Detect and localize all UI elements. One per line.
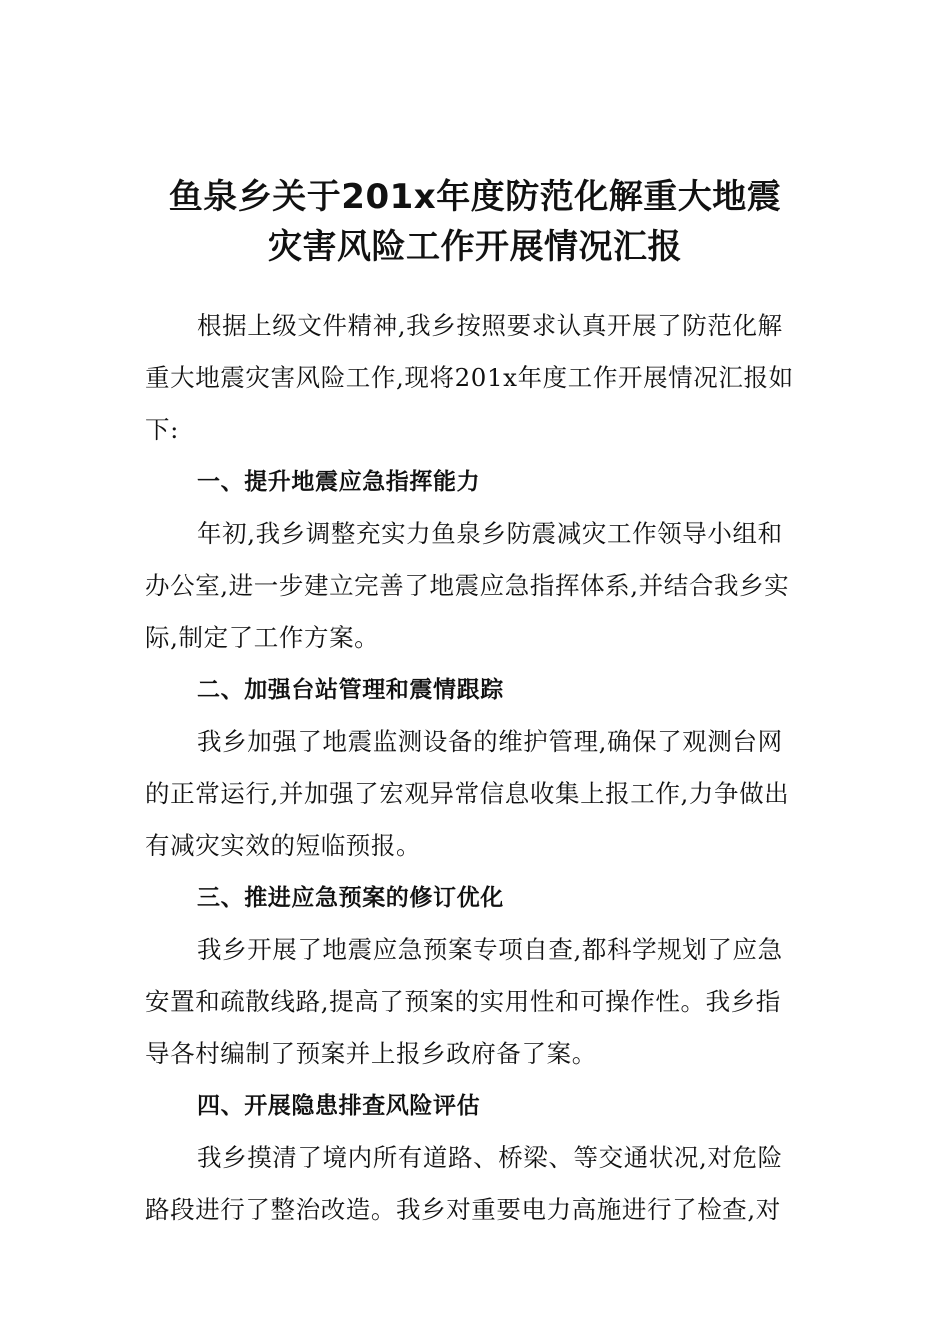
document-body <box>145 300 805 1236</box>
section-paragraph-4: 我乡摸清了境内所有道路、桥梁、等交通状况,对危险路段进行了整治改造。我乡对重要电力高施进行了检查,对 <box>145 1143 783 1224</box>
section-heading-4: 四、开展隐患排查风险评估 <box>197 1093 481 1119</box>
section-heading-2: 二、加强台站管理和震情跟踪 <box>197 677 504 703</box>
section-paragraph-3: 我乡开展了地震应急预案专项自查,都科学规划了应急安置和疏散线路,提高了预案的实用性和可操作性。我乡指导各村编制了预案并上报乡政府备了案。 <box>145 935 783 1068</box>
intro-paragraph: 根据上级文件精神,我乡按照要求认真开展了防范化解重大地震灾害风险工作,现将201x年度工作开展情况汇报如下: <box>145 311 794 444</box>
title-line-1: 鱼泉乡关于201x年度防范化解重大地震 <box>168 177 782 217</box>
title-line-2: 灾害风险工作开展情况汇报 <box>268 227 682 267</box>
section-paragraph-2: 我乡加强了地震监测设备的维护管理,确保了观测台网的正常运行,并加强了宏观异常信息收集上报工作,力争做出有减灾实效的短临预报。 <box>145 727 790 860</box>
section-heading-3: 三、推进应急预案的修订优化 <box>197 885 504 911</box>
section-heading-1: 一、提升地震应急指挥能力 <box>197 469 481 495</box>
document-title <box>130 172 820 272</box>
section-paragraph-1: 年初,我乡调整充实力鱼泉乡防震减灾工作领导小组和办公室,进一步建立完善了地震应急指挥体系,并结合我乡实际,制定了工作方案。 <box>145 519 790 652</box>
